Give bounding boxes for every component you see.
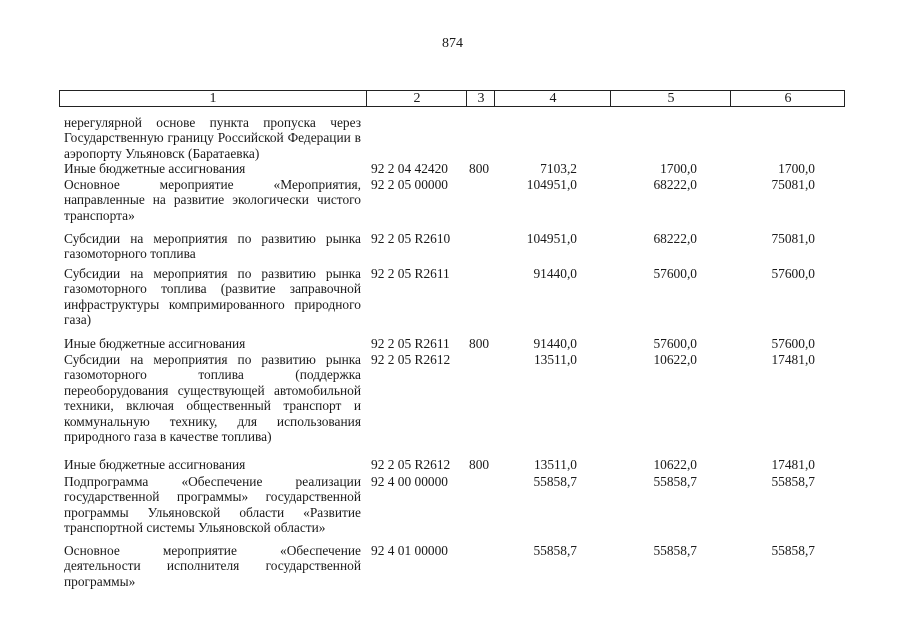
table-header-row [59,90,845,107]
row-name: Субсидии на мероприятия по развитию рынка газомоторного топлива (поддержка переоборудования существующей автомобильной техники, включая общественный транспорт и коммунальную технику, для использования природного газа в качестве топлива) [64,352,361,445]
page-number: 874 [442,36,463,51]
row-name: Субсидии на мероприятия по развитию рынка газомоторного топлива [64,231,361,262]
row-code: 92 2 05 R2612 [371,352,451,367]
row-value-6: 55858,7 [771,543,815,558]
row-name: Субсидии на мероприятия по развитию рынка газомоторного топлива (развитие заправочной инфраструктуры компримированного природного газа) [64,266,361,328]
row-value-5: 10622,0 [653,352,697,367]
row-value-6: 75081,0 [771,231,815,246]
row-value-4: 7103,2 [540,161,577,176]
header-cell-5: 5 [610,91,731,106]
row-value-4: 104951,0 [526,231,577,246]
row-value-5: 1700,0 [660,161,697,176]
row-value-5: 55858,7 [653,474,697,489]
row-code: 92 2 05 R2611 [371,336,450,351]
row-value-4: 13511,0 [533,457,577,472]
header-cell-1: 1 [209,91,217,106]
row-value-5: 68222,0 [653,231,697,246]
row-code: 92 2 04 42420 [371,161,448,176]
row-value-4: 104951,0 [526,177,577,192]
row-value-6: 17481,0 [771,457,815,472]
row-value-6: 55858,7 [771,474,815,489]
row-type: 800 [469,161,490,176]
row-code: 92 2 05 R2610 [371,231,451,246]
row-value-6: 57600,0 [771,336,815,351]
row-name: Основное мероприятие «Обеспечение деятельности исполнителя государственной программы» [64,543,361,589]
row-value-4: 91440,0 [533,336,577,351]
row-value-5: 57600,0 [653,336,697,351]
row-value-5: 55858,7 [653,543,697,558]
row-name: Иные бюджетные ассигнования [64,336,246,351]
row-name: Основное мероприятие «Мероприятия, направленные на развитие экологически чистого транспорта» [64,177,361,223]
row-value-4: 55858,7 [533,474,577,489]
row-value-6: 1700,0 [778,161,815,176]
row-code: 92 2 05 R2611 [371,266,450,281]
row-value-6: 17481,0 [771,352,815,367]
row-name: Иные бюджетные ассигнования [64,457,246,472]
header-cell-2: 2 [366,91,467,106]
row-value-5: 10622,0 [653,457,697,472]
row-name: Иные бюджетные ассигнования [64,161,246,176]
row-value-4: 13511,0 [533,352,577,367]
row-value-6: 75081,0 [771,177,815,192]
header-cell-4: 4 [494,91,611,106]
row-type: 800 [469,457,490,472]
row-value-5: 68222,0 [653,177,697,192]
row-value-4: 55858,7 [533,543,577,558]
row-type: 800 [469,336,490,351]
row-value-6: 57600,0 [771,266,815,281]
row-value-4: 91440,0 [533,266,577,281]
header-cell-6: 6 [730,91,845,106]
row-value-5: 57600,0 [653,266,697,281]
row-name: нерегулярной основе пункта пропуска через Государственную границу Российской Федерации в аэропорту Ульяновск (Баратаевка) [64,115,361,161]
row-code: 92 2 05 R2612 [371,457,451,472]
header-cell-3: 3 [466,91,495,106]
row-code: 92 4 00 00000 [371,474,448,489]
row-code: 92 4 01 00000 [371,543,448,558]
row-code: 92 2 05 00000 [371,177,448,192]
row-name: Подпрограмма «Обеспечение реализации государственной программы» государственной программы Ульяновской области «Развитие транспортной системы Ульяновской области» [64,474,361,536]
